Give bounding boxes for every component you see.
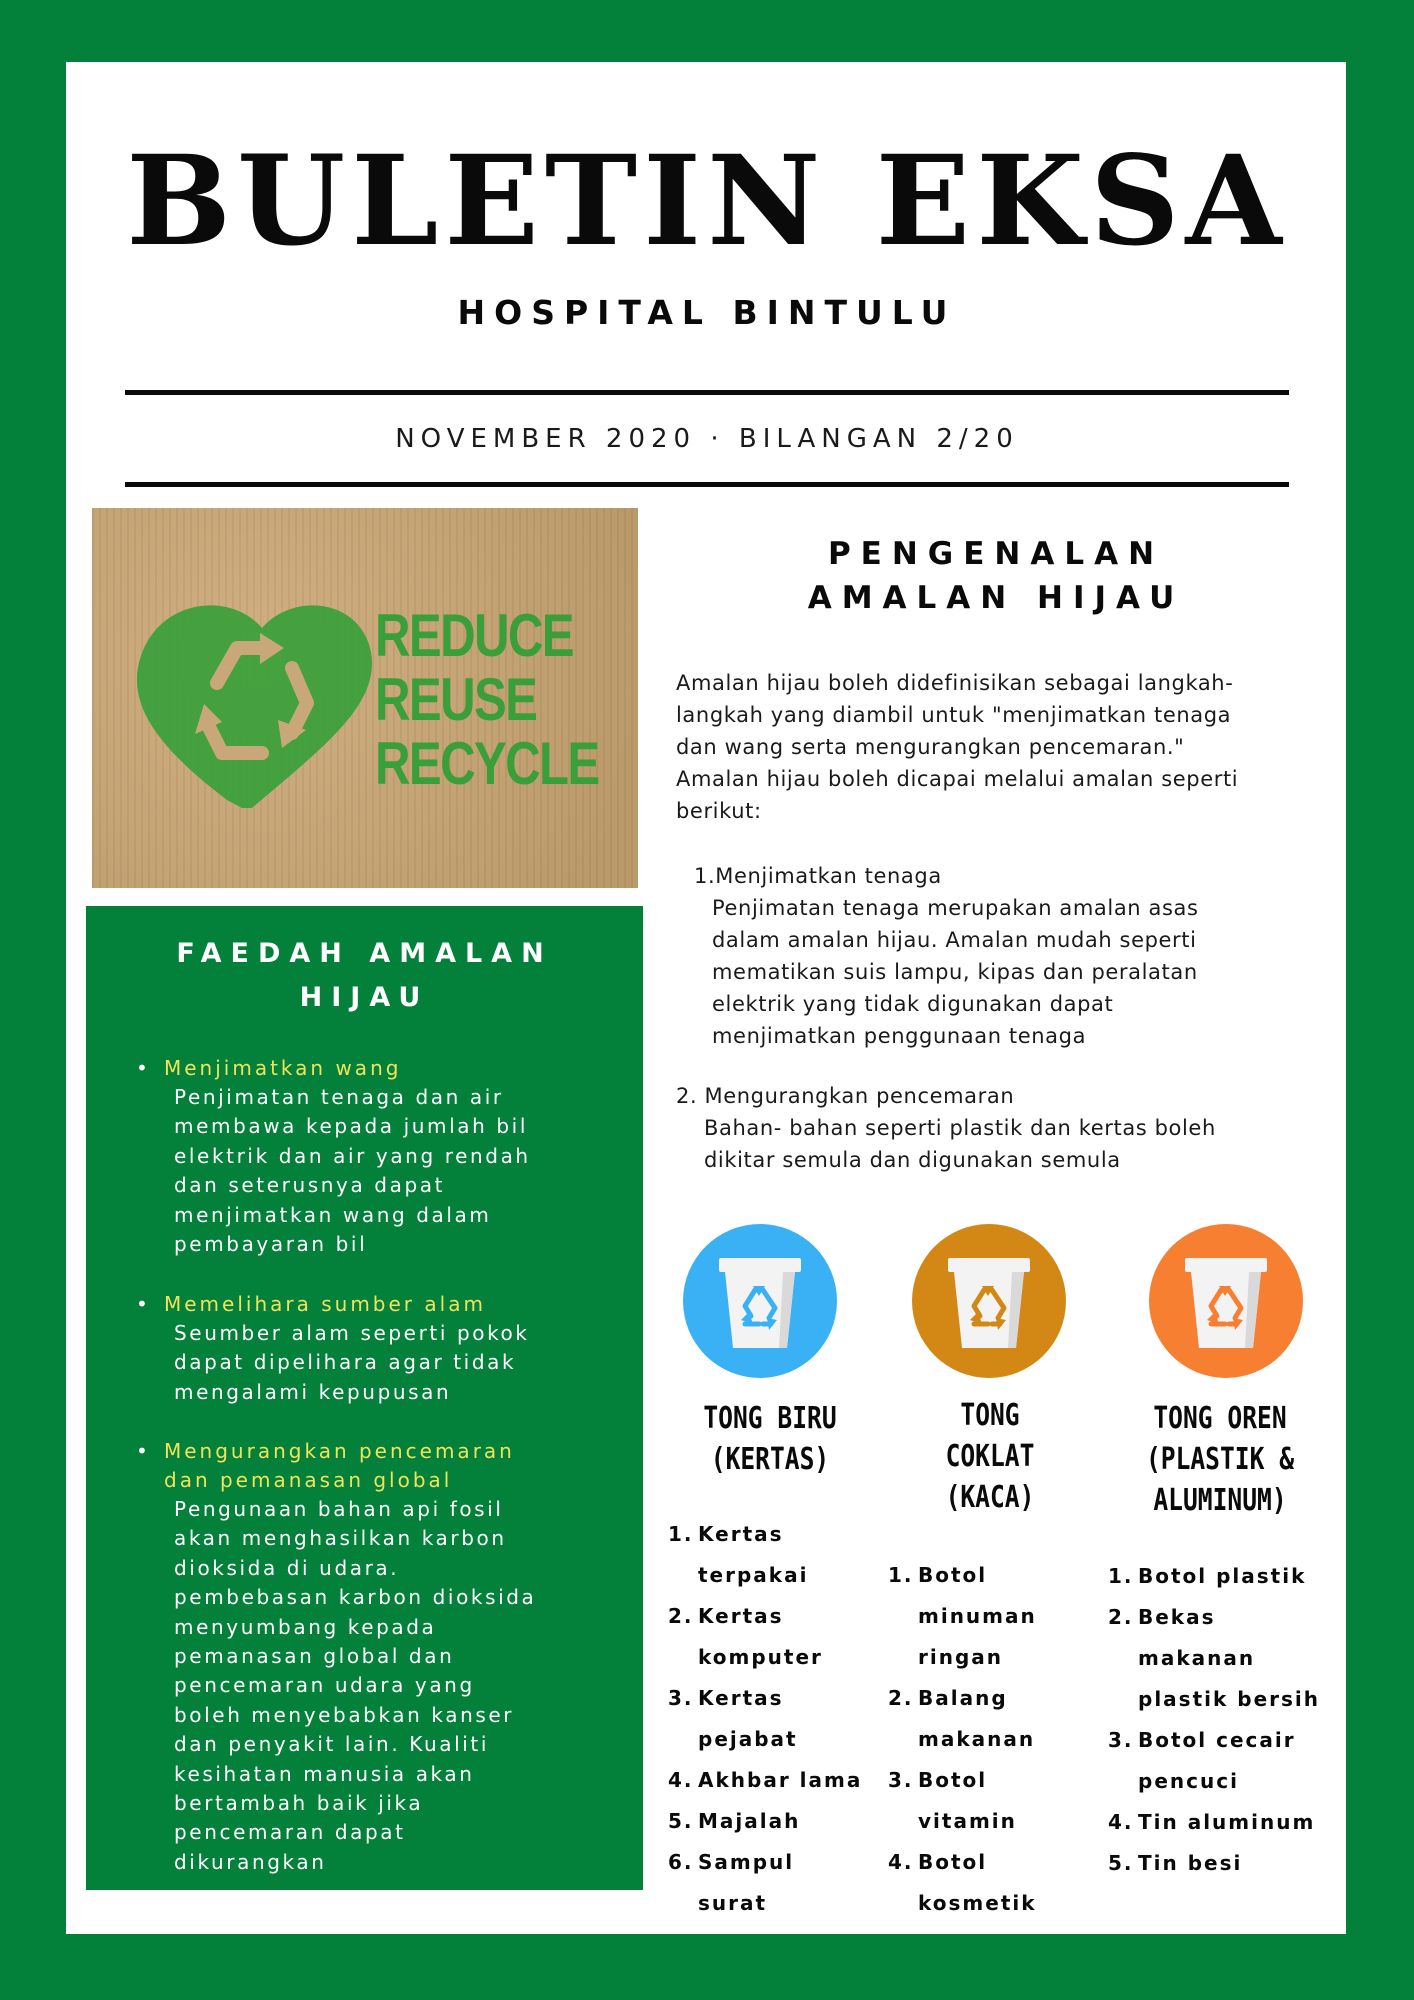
list-item: 6. Sampul surat: [668, 1850, 795, 1915]
banner-word-reuse: REUSE: [375, 666, 537, 733]
benefit-item: • Menjimatkan wang Penjimatan tenaga dan air membawa kepada jumlah bil elektrik dan air yang rendah dan seterusnya dapat menjimatkan wang dalam pembayaran bil: [136, 1054, 616, 1259]
list-item: 3. Kertas pejabat: [668, 1686, 798, 1751]
bulletin-subtitle: HOSPITAL BINTULU: [457, 293, 957, 332]
pengenalan-title: PENGENALAN AMALAN HIJAU: [807, 536, 1185, 616]
list-tong-oren: [1108, 1556, 1344, 1884]
list-item: 1. Kertas terpakai: [668, 1522, 809, 1587]
banner-word-recycle: RECYCLE: [375, 730, 599, 797]
list-item: 2. Kertas komputer: [668, 1604, 823, 1669]
list-item: 5. Tin besi: [1108, 1851, 1243, 1875]
bullet-dot: •: [136, 1439, 148, 1463]
list-item: 5. Majalah: [668, 1809, 801, 1833]
faedah-panel: [86, 906, 643, 1890]
benefit-heading: Menjimatkan wang: [164, 1056, 402, 1080]
benefit-item: • Memelihara sumber alam Seumber alam seperti pokok dapat dipelihara agar tidak mengalami kepupusan: [136, 1290, 616, 1407]
benefit-heading: Memelihara sumber alam: [164, 1292, 486, 1316]
faedah-title: FAEDAH AMALAN HIJAU: [176, 938, 553, 1013]
bin-label-biru: TONG BIRU (KERTAS): [703, 1401, 837, 1477]
list-item: 3. Botol vitamin: [888, 1768, 1017, 1833]
list-item: 4. Akhbar lama: [668, 1768, 863, 1792]
list-item: 1. Botol minuman ringan: [888, 1563, 1037, 1669]
list-item: 4. Botol kosmetik: [888, 1850, 1037, 1915]
point-mengurangkan-pencemaran: 2. Mengurangkan pencemaran Bahan- bahan seperti plastik dan kertas boleh dikitar semula dan digunakan semula: [676, 1080, 1296, 1176]
recycle-bin-graphic: [912, 1224, 1066, 1378]
orange-bin-icon: [1149, 1224, 1303, 1378]
list-item: 2. Bekas makanan plastik bersih: [1108, 1605, 1320, 1711]
bottom-rule: [125, 482, 1289, 487]
list-item: 1. Botol plastik: [1108, 1564, 1307, 1588]
list-item: 4. Tin aluminum: [1108, 1810, 1316, 1834]
benefit-heading: Mengurangkan pencemaran: [164, 1439, 515, 1463]
list-item: 2. Balang makanan: [888, 1686, 1036, 1751]
point-title: 1.Menjimatkan tenaga: [694, 864, 942, 888]
point-title: 2. Mengurangkan pencemaran: [676, 1084, 1015, 1108]
recycle-heart-icon: [92, 508, 638, 888]
bin-label-oren: TONG OREN (PLASTIK & ALUMINUM): [1145, 1401, 1295, 1518]
issue-line: NOVEMBER 2020 · BILANGAN 2/20: [395, 424, 1019, 454]
top-rule: [125, 390, 1289, 395]
list-tong-biru: [668, 1514, 890, 1924]
list-item: 3. Botol cecair pencuci: [1108, 1728, 1296, 1793]
bin-label-coklat: TONG COKLAT (KACA): [945, 1398, 1035, 1515]
bullet-dot: •: [136, 1056, 148, 1080]
point-menjimatkan-tenaga: 1.Menjimatkan tenaga Penjimatan tenaga merupakan amalan asas dalam amalan hijau. Amalan mudah seperti mematikan suis lampu, kipas dan peralatan elektrik yang tidak digunakan dapat menjimatkan penggunaan tenaga: [694, 860, 1304, 1052]
list-tong-coklat: [888, 1555, 1098, 1924]
brown-bin-icon: [912, 1224, 1066, 1378]
benefit-item: • Mengurangkan pencemaran dan pemanasan global Pengunaan bahan api fosil akan menghasilkan karbon dioksida di udara. pembebasan karbon dioksida menyumbang kepada pemanasan global dan pencemaran udara yang boleh menyebabkan kanser dan penyakit lain. Kualiti kesihatan manusia akan bertambah baik jika pencemaran dapat dikurangkan: [136, 1437, 616, 1877]
banner-word-reduce: REDUCE: [375, 602, 573, 669]
recycle-bin-graphic: [683, 1224, 837, 1378]
reduce-reuse-recycle-banner: [92, 508, 638, 888]
blue-bin-icon: [683, 1224, 837, 1378]
recycle-bin-graphic: [1149, 1224, 1303, 1378]
intro-paragraph: Amalan hijau boleh didefinisikan sebagai langkah- langkah yang diambil untuk "menjimatkan tenaga dan wang serta mengurangkan pencemaran." Amalan hijau boleh dicapai melalui amalan seperti berikut:: [676, 671, 1239, 823]
bullet-dot: •: [136, 1292, 148, 1316]
bulletin-title: BULETIN EKSA: [126, 129, 1288, 274]
